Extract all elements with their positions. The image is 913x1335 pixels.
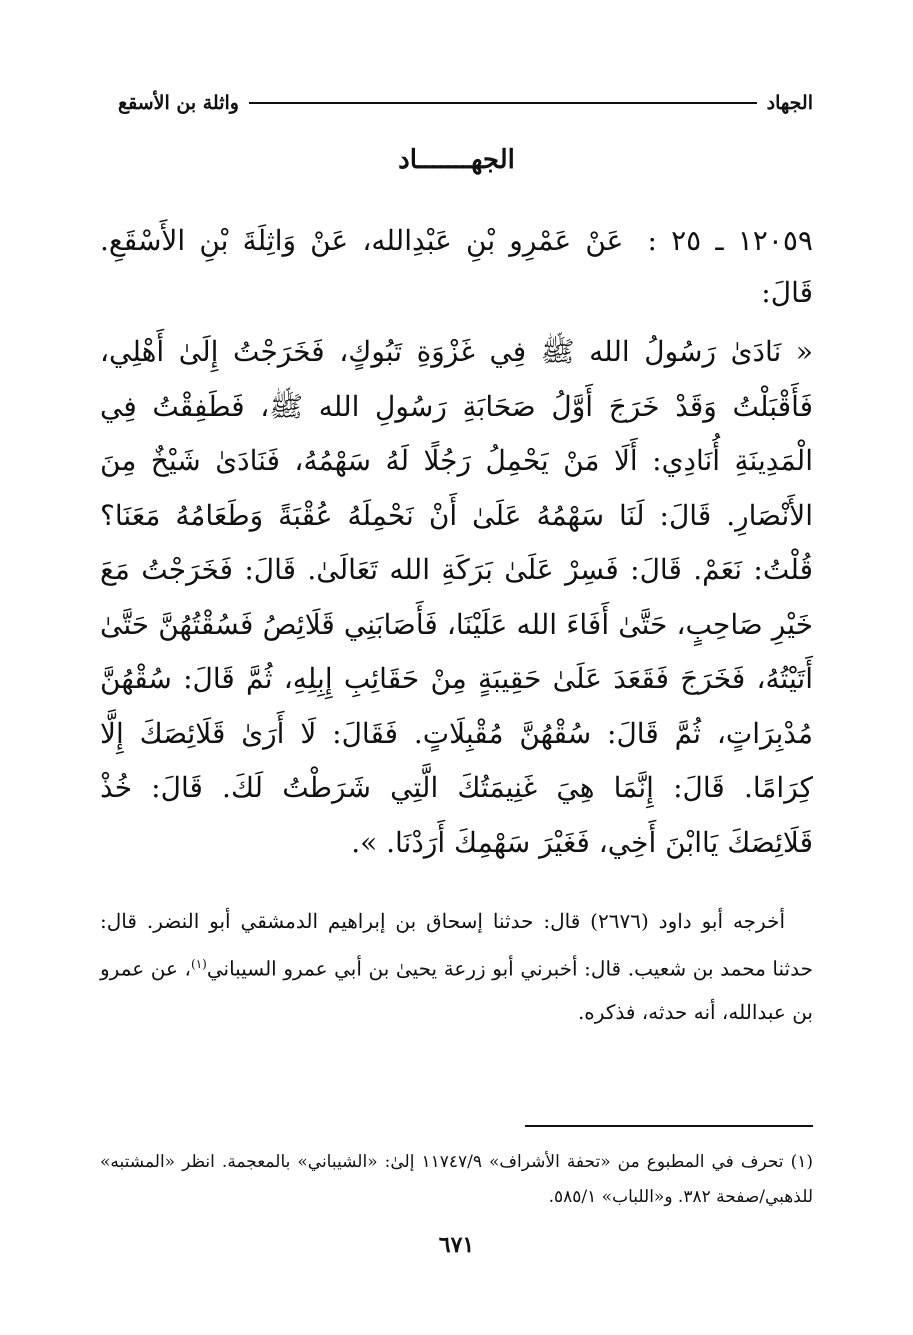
hadith-number: ١٢٠٥٩ ـ ٢٥ :: [647, 224, 813, 257]
footnote-reference: (١): [191, 957, 207, 971]
hadith-isnad: عَنْ عَمْرِو بْنِ عَبْدِالله، عَنْ وَاثِلَةَ بْنِ الأَسْقَعِ. قَالَ:: [100, 224, 813, 309]
takhrij-paragraph: [100, 900, 813, 1034]
page-number: ٦٧١: [438, 1232, 475, 1258]
chapter-title: الجهـــــــاد: [398, 145, 515, 175]
running-header: [118, 86, 813, 120]
running-header-narrator: واثلة بن الأسقع: [118, 92, 239, 114]
header-rule: [249, 102, 757, 104]
hadith-header: [100, 215, 813, 319]
footnote-separator: [525, 1125, 813, 1127]
footnote: (١) تحرف في المطبوع من «تحفة الأشراف» ١١٧٤٧/٩ إلىٰ: «الشيباني» بالمعجمة. انظر «المشتبه» للذهبي/صفحة ٣٨٢. و«اللباب» ٥٨٥/١.: [100, 1152, 813, 1207]
running-header-chapter: الجهاد: [766, 92, 813, 114]
hadith-matn: « نَادَىٰ رَسُولُ الله ﷺ فِي غَزْوَةِ تَبُوكٍ، فَخَرَجْتُ إِلَىٰ أَهْلِي، فَأَقْبَلْتُ وَقَدْ خَرَجَ أَوَّلُ صَحَابَةِ رَسُولِ الله ﷺ، فَطَفِقْتُ فِي الْمَدِينَةِ أُنَادِي: أَلَا مَنْ يَحْمِلُ رَجُلًا لَهُ سَهْمُهُ، فَنَادَىٰ شَيْخٌ مِنَ الأَنْصَارِ. قَالَ: لَنَا سَهْمُهُ عَلَىٰ أَنْ نَحْمِلَهُ عُقْبَةً وَطَعَامُهُ مَعَنَا؟ قُلْتُ: نَعَمْ. قَالَ: فَسِرْ عَلَىٰ بَرَكَةِ الله تَعَالَىٰ. قَالَ: فَخَرَجْتُ مَعَ خَيْرِ صَاحِبٍ، حَتَّىٰ أَفَاءَ الله عَلَيْنَا، فَأَصَابَنِي قَلَائِصُ فَسُقْتُهُنَّ حَتَّىٰ أَتَيْتُهُ، فَخَرَجَ فَقَعَدَ عَلَىٰ حَقِيبَةٍ مِنْ حَقَائِبِ إِبِلِهِ، ثُمَّ قَالَ: سُقْهُنَّ مُدْبِرَاتٍ، ثُمَّ قَالَ: سُقْهُنَّ مُقْبِلَاتٍ. فَقَالَ: لَا أَرَىٰ قَلَائِصَكَ إِلَّا كِرَامًا. قَالَ: إِنَّمَا هِيَ غَنِيمَتُكَ الَّتِي شَرَطْتُ لَكَ. قَالَ: خُذْ قَلَائِصَكَ يَاابْنَ أَخِي، فَغَيْرَ سَهْمِكَ أَرَدْنَا. ».: [100, 335, 813, 859]
takhrij-text: أخرجه أبو داود (٢٦٧٦) قال: حدثنا إسحاق بن إبراهيم الدمشقي أبو النضر. قال: حدثنا محمد بن شعيب. قال: أخبرني أبو زرعة يحيىٰ بن أبي عمرو السيباني: [100, 909, 813, 981]
takhrij-text-end: ، عن عمرو بن عبدالله، أنه حدثه، فذكره.: [100, 956, 813, 1024]
